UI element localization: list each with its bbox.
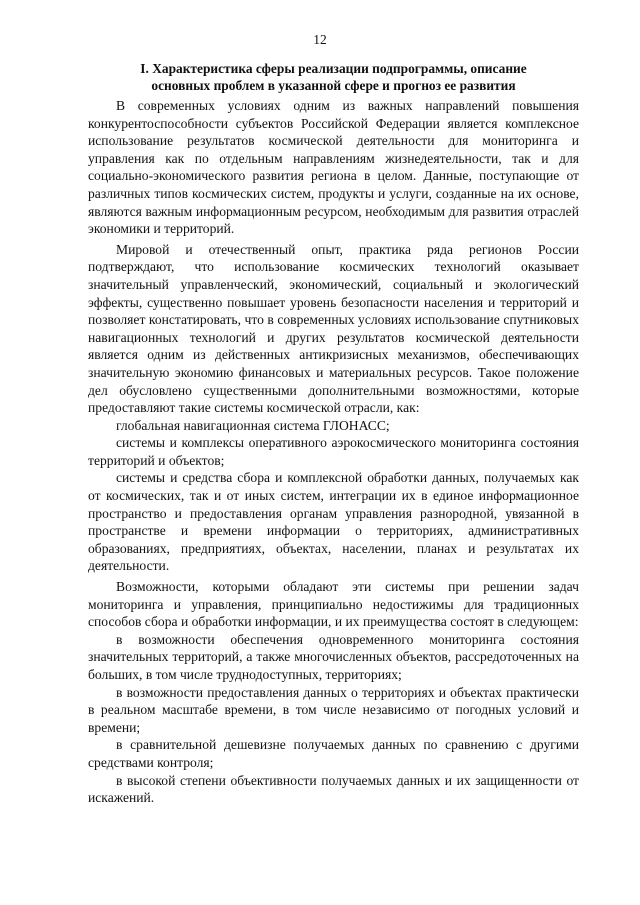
paragraph-capabilities: Возможности, которыми обладают эти системы при решении задач мониторинга и управления, принципиально недостижимы для традиционных способов сбора и обработки информации, и их преимущества состоят в следующем: <box>88 579 579 630</box>
paragraph-experience: Мировой и отечественный опыт, практика ряда регионов России подтверждают, что использование космических технологий оказывает значительный управленческий, экономический, социальный и экологический эффекты, существенно повышает уровень безопасности населения и территорий и позволяет констатировать, что в современных условиях использование спутниковых навигационных технологий и других результатов космической деятельности является одним из действенных антикризисных механизмов, обеспечивающих значительную экономию финансовых и материальных ресурсов. Такое положение дел обусловлено существенными дополнительными возможностями, которые предоставляют такие системы космической отрасли, как: <box>88 241 579 416</box>
section-heading-line-1: I. Характеристика сферы реализации подпрограммы, описание <box>140 61 527 76</box>
page-number: 12 <box>313 32 327 47</box>
list-item-monitoring-systems: системы и комплексы оперативного аэрокосмического мониторинга состояния территорий и объектов; <box>88 435 579 468</box>
advantage-item-simultaneous-monitoring: в возможности обеспечения одновременного мониторинга состояния значительных территорий, а также многочисленных объектов, рассредоточенных на больших, в том числе труднодоступных, территориях; <box>88 631 579 682</box>
advantage-item-low-cost: в сравнительной дешевизне получаемых данных по сравнению с другими средствами контроля; <box>88 737 579 770</box>
advantage-item-real-time: в возможности предоставления данных о территориях и объектах практически в реальном масштабе времени, в том числе независимо от погодных условий и времени; <box>88 684 579 735</box>
list-item-data-processing: системы и средства сбора и комплексной обработки данных, получаемых как от космических, так и от иных систем, интеграции их в единое информационное пространство и предоставления органам управления разнородной, увязанной в пространстве и времени информации о территориях, административных образованиях, предприятиях, объектах, населении, планах и результатах их деятельности. <box>88 470 579 574</box>
section-heading <box>88 60 579 94</box>
paragraph-intro: В современных условиях одним из важных направлений повышения конкурентоспособности субъектов Российской Федерации является комплексное использование результатов космической деятельности для мониторинга и управления как по отдельным направлениям жизнедеятельности, так и для социально-экономического развития региона в целом. Данные, поступающие от различных типов космических систем, продукты и услуги, созданные на их основе, являются важным информационным ресурсом, необходимым для развития отраслей экономики и территорий. <box>88 98 579 237</box>
document-body <box>88 60 579 807</box>
section-heading-line-2: основных проблем в указанной сфере и прогноз ее развития <box>151 78 516 93</box>
list-item-glonass: глобальная навигационная система ГЛОНАСС; <box>116 417 390 433</box>
advantage-item-objectivity: в высокой степени объективности получаемых данных и их защищенности от искажений. <box>88 772 579 806</box>
